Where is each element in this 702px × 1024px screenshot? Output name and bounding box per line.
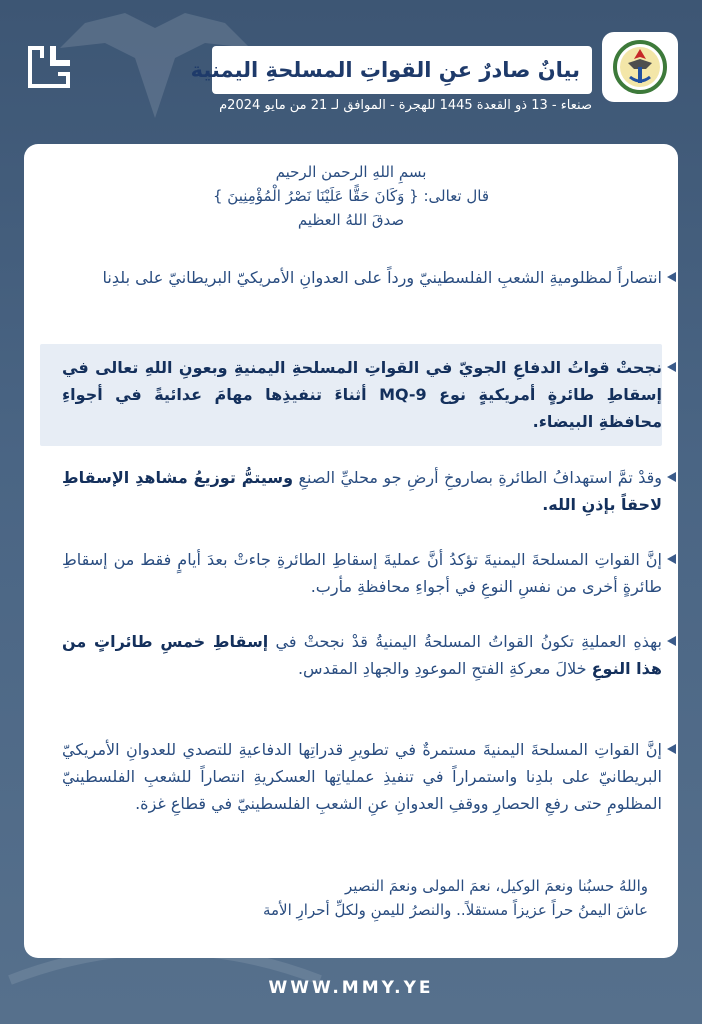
- bullet-icon: [667, 554, 676, 564]
- paragraph-2: [62, 354, 662, 435]
- bullet-icon: [667, 472, 676, 482]
- paragraph-text: إنَّ القواتِ المسلحةَ اليمنيةَ مستمرةٌ في تطويرِ قدراتِها الدفاعيةِ للتصدي للعدوانِ الأمريكيّ البريطانيّ على بلدِنا واستمراراً في تنفيذِ عملياتِها العسكريةِ انتصاراً للشعبِ الفلسطينيّ المظلومِ حتى رفعِ الحصارِ ووقفِ العدوانِ عنِ الشعبِ الفلسطينيّ في قطاعِ غزة.: [62, 740, 662, 813]
- header-title-box: [190, 46, 592, 94]
- paragraph-3: [62, 464, 662, 518]
- website-link[interactable]: WWW.MMY.YE: [268, 978, 434, 998]
- closing-block: [88, 874, 648, 922]
- statement-title: بيانٌ صادرٌ عنِ القواتِ المسلحةِ اليمنية: [190, 58, 580, 82]
- armed-forces-emblem-icon: [602, 32, 678, 102]
- paragraph-6: [62, 736, 662, 817]
- paragraph-1: [62, 264, 662, 291]
- paragraph-text: انتصاراً لمظلوميةِ الشعبِ الفلسطينيّ ورداً على العدوانِ الأمريكيّ البريطانيّ على بلدِنا: [102, 268, 662, 287]
- paragraph-text: إنَّ القواتِ المسلحةَ اليمنيةَ تؤكدُ أنَّ عمليةَ إسقاطِ الطائرةِ جاءتْ بعدَ أيامٍ فقط من إسقاطِ طائرةٍ أخرى من نفسِ النوعِ في أجواءِ محافظةِ مأرب.: [62, 550, 662, 596]
- paragraph-bold: نجحتْ قواتُ الدفاعِ الجويّ في القواتِ المسلحةِ اليمنيةِ وبعونِ اللهِ تعالى في إسقاطِ طائرةٍ أمريكيةٍ نوع MQ-9 أثناءَ تنفيذِها مهامَ عدائيةً في أجواءِ محافظةِ البيضاء.: [62, 358, 663, 431]
- paragraph-text: وقدْ تمَّ استهدافُ الطائرةِ بصاروخِ أرضِ جو محليِّ الصنعِ: [293, 468, 663, 487]
- paragraph-text: خلالَ معركةِ الفتحِ الموعودِ والجهادِ المقدس.: [297, 659, 592, 678]
- date-line: صنعاء - 13 ذو القعدة 1445 للهجرة - الموافق لـ 21 من مايو 2024م: [219, 98, 592, 113]
- paragraph-bold: وسيتمُّ توزيعُ مشاهدِ الإسقاطِ لاحقاً بإذنِ الله.: [62, 468, 662, 514]
- paragraph-text: بهذهِ العمليةِ تكونُ القواتُ المسلحةُ اليمنيةُ قدْ نجحتْ في: [268, 632, 662, 651]
- paragraph-5: [62, 628, 662, 682]
- closing-line: عاشَ اليمنُ حراً عزيزاً مستقلاً.. والنصرُ لليمنِ ولكلِّ أحرارِ الأمة: [262, 901, 648, 919]
- bullet-icon: [667, 362, 676, 372]
- basmala-line: بسمِ اللهِ الرحمن الرحيم: [275, 163, 427, 181]
- brand-mark-icon: [24, 42, 74, 92]
- verse-line: قال تعالى: { وَكَانَ حَقًّا عَلَيْنَا نَصْرُ الْمُؤْمِنِينَ }: [212, 187, 490, 205]
- bullet-icon: [667, 744, 676, 754]
- basmala-block: [24, 160, 678, 232]
- bullet-icon: [667, 272, 676, 282]
- bullet-icon: [667, 636, 676, 646]
- closing-line: واللهُ حسبُنا ونعمَ الوكيل، نعمَ المولى ونعمَ النصير: [345, 877, 648, 895]
- statement-card: [24, 144, 678, 958]
- sadaqa-line: صدقَ اللهُ العظيم: [297, 211, 405, 229]
- paragraph-4: [62, 546, 662, 600]
- paragraph-bold: إسقاطِ خمسِ طائراتٍ من هذا النوعِ: [62, 632, 662, 678]
- emblem-graphic: [610, 37, 670, 97]
